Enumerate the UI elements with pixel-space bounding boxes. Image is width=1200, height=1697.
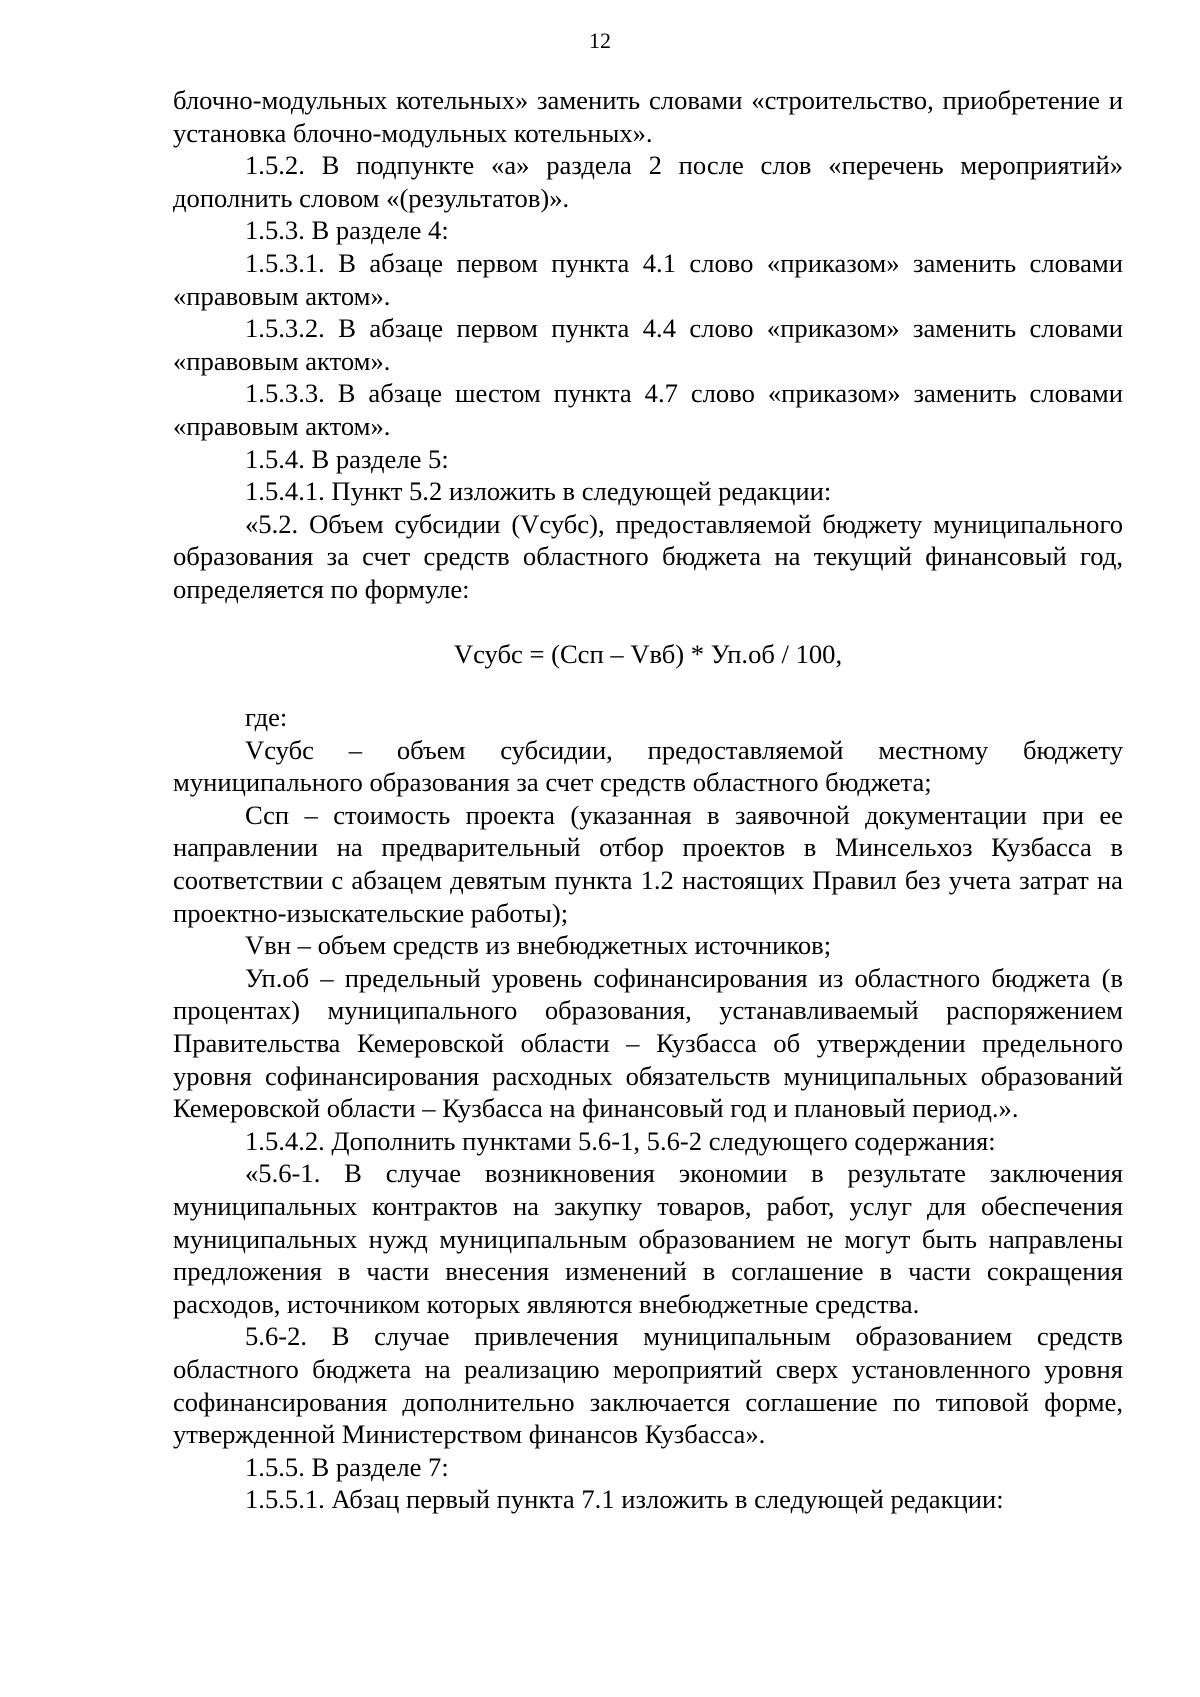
- paragraph: Ссп – стоимость проекта (указанная в заявочной документации при ее направлении на предварительный отбор проектов в Минсельхоз Кузбасса в соответствии с абзацем девятым пункта 1.2 настоящих Правил без учета затрат на проектно-изыскательские работы);: [173, 799, 1123, 928]
- paragraph: 1.5.3.1. В абзаце первом пункта 4.1 слово «приказом» заменить словами «правовым актом».: [173, 247, 1123, 311]
- paragraph: 1.5.2. В подпункте «а» раздела 2 после слов «перечень мероприятий» дополнить словом «(результатов)».: [173, 150, 1123, 213]
- paragraph: 1.5.4.2. Дополнить пунктами 5.6-1, 5.6-2 следующего содержания:: [245, 1125, 996, 1156]
- paragraph: 1.5.3.3. В абзаце шестом пункта 4.7 слово «приказом» заменить словами «правовым актом».: [173, 378, 1123, 441]
- paragraph: Vсубс – объем субсидии, предоставляемой местному бюджету муниципального образования за счет средств областного бюджета;: [173, 734, 1123, 798]
- paragraph: 1.5.3.2. В абзаце первом пункта 4.4 слово «приказом» заменить словами «правовым актом».: [173, 313, 1123, 376]
- paragraph: Vвн – объем средств из внебюджетных источников;: [245, 930, 832, 961]
- paragraph: 1.5.5.1. Абзац первый пункта 7.1 изложить в следующей редакции:: [245, 1484, 1004, 1515]
- paragraph: 5.6-2. В случае привлечения муниципальным образованием средств областного бюджета на реализацию мероприятий сверх установленного уровня софинансирования дополнительно заключается соглашение по типовой форме, утвержденной Министерством финансов Кузбасса».: [173, 1321, 1123, 1450]
- paragraph: Уп.об – предельный уровень софинансирования из областного бюджета (в процентах) муниципального образования, устанавливаемый распоряжением Правительства Кемеровской области – Кузбасса об утверждении предельного уровня софинансирования расходных обязательств муниципальных образований Кемеровской области – Кузбасса на финансовый год и плановый период.».: [173, 962, 1123, 1124]
- paragraph: 1.5.4. В разделе 5:: [245, 443, 449, 474]
- paragraph: «5.2. Объем субсидии (Vсубс), предоставляемой бюджету муниципального образования за счет средств областного бюджета на текущий финансовый год, определяется по формуле:: [173, 508, 1123, 604]
- paragraph: где:: [245, 702, 288, 733]
- paragraph: 1.5.5. В разделе 7:: [245, 1451, 449, 1482]
- page-number: 12: [589, 28, 611, 53]
- document-body: [173, 84, 1123, 1516]
- paragraph: 1.5.3. В разделе 4:: [245, 215, 449, 246]
- paragraph: «5.6-1. В случае возникновения экономии в результате заключения муниципальных контрактов на закупку товаров, работ, услуг для обеспечения муниципальных нужд муниципальным образованием не могут быть направлены предложения в части внесения изменений в соглашение в части сокращения расходов, источником которых являются внебюджетные средства.: [173, 1158, 1123, 1319]
- subsidy-formula: Vсубс = (Сcп – Vвб) * Уп.об / 100,: [453, 638, 843, 669]
- paragraph: блочно-модульных котельных» заменить словами «строительство, приобретение и установка блочно-модульных котельных».: [173, 85, 1123, 148]
- paragraph: 1.5.4.1. Пункт 5.2 изложить в следующей редакции:: [245, 476, 832, 507]
